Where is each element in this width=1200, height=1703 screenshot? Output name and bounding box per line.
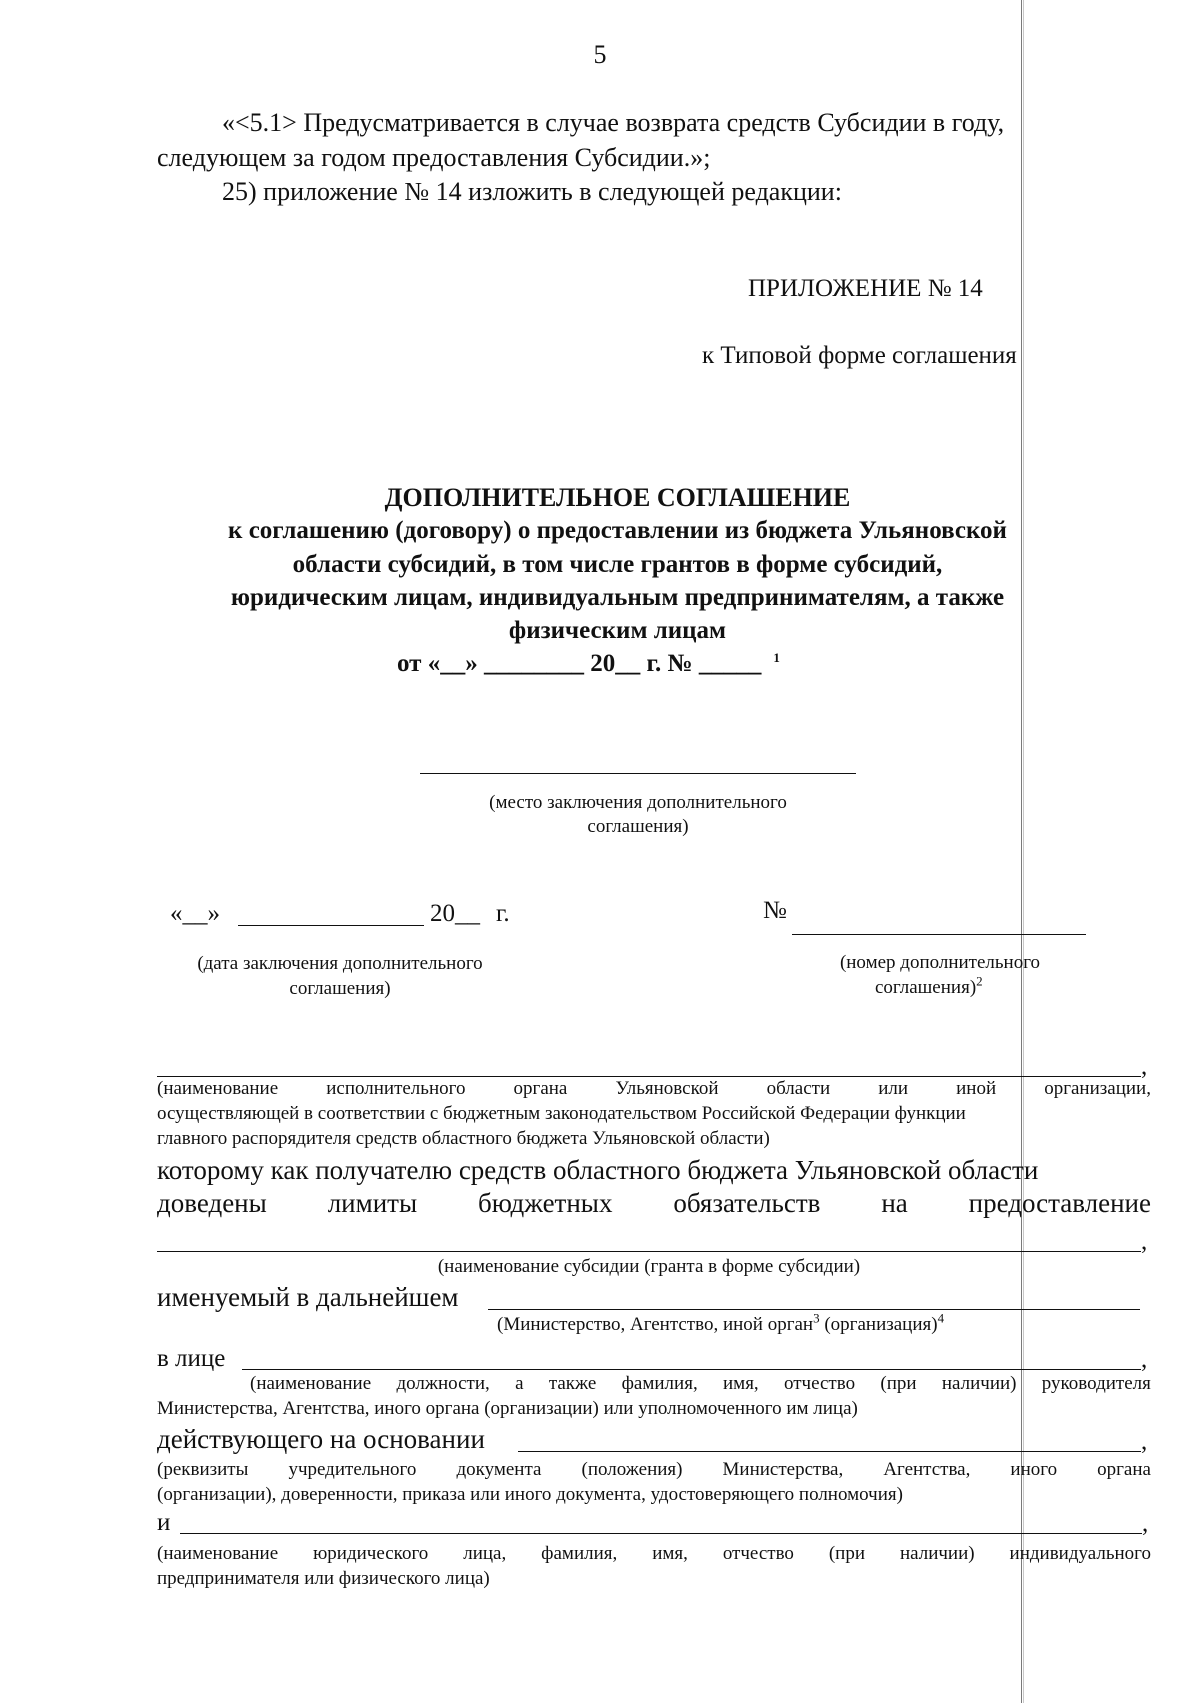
org-caption-line-1 — [157, 1078, 1151, 1100]
heading-date-text: от «__» ________ 20__ г. № _____ — [397, 650, 762, 677]
recipient-line-1: которому как получателю средств областного бюджета Ульяновской области — [157, 1155, 1039, 1185]
appendix-subtitle: к Типовой форме соглашения — [702, 342, 1017, 369]
heading-line-5: физическим лицам — [508, 617, 727, 644]
recipient-word: обязательств — [673, 1188, 821, 1218]
party-comma: , — [1142, 1510, 1149, 1537]
date-open-quote: «__» — [170, 900, 220, 927]
subsidy-name-comma: , — [1141, 1228, 1148, 1255]
caption-word: лица, — [463, 1543, 507, 1564]
appendix-title: ПРИЛОЖЕНИЕ № 14 — [748, 275, 983, 302]
caption-word: юридического — [313, 1543, 429, 1564]
caption-word: фамилия, — [621, 1373, 698, 1394]
basis-underline — [518, 1451, 1141, 1452]
person-caption-line-1 — [250, 1373, 1151, 1395]
caption-word: отчество — [783, 1373, 856, 1394]
caption-word: имя, — [652, 1543, 688, 1564]
person-label: в лице — [157, 1345, 226, 1372]
intro-line-2: следующем за годом предоставления Субсидии.»; — [157, 143, 711, 172]
recipient-word: предоставление — [968, 1188, 1151, 1218]
page-number: 5 — [593, 40, 607, 69]
party-caption-line-1 — [157, 1543, 1151, 1565]
basis-caption-line-1 — [157, 1459, 1151, 1481]
subsidy-name-underline — [157, 1251, 1141, 1252]
basis-label: действующего на основании — [157, 1424, 485, 1454]
caption-word: органа — [513, 1078, 568, 1099]
person-caption-line-2: Министерства, Агентства, иного органа (организации) или уполномоченного им лица) — [157, 1398, 858, 1419]
heading-line-3: области субсидий, в том числе грантов в форме субсидий, — [292, 551, 943, 578]
caption-word: имя, — [723, 1373, 759, 1394]
caption-word: руководителя — [1041, 1373, 1151, 1394]
caption-word: (наименование — [250, 1373, 372, 1394]
number-caption-text: соглашения) — [875, 977, 977, 998]
footnote-mark-1: 1 — [773, 649, 780, 665]
org-caption-line-2: осуществляющей в соответствии с бюджетным законодательством Российской Федерации функции — [157, 1103, 966, 1124]
footnote-mark-4: 4 — [937, 1310, 945, 1326]
footnote-mark-2: 2 — [976, 973, 983, 989]
caption-word: (при — [880, 1373, 917, 1394]
number-caption-line-1: (номер дополнительного — [839, 952, 1041, 973]
number-underline — [792, 934, 1086, 935]
heading-line-4: юридическим лицам, индивидуальным предпринимателям, а также — [230, 584, 1005, 611]
subsidy-caption: (наименование субсидии (гранта в форме субсидии) — [437, 1256, 861, 1277]
caption-word: фамилия, — [541, 1543, 618, 1564]
recipient-word: лимиты — [327, 1188, 418, 1218]
recipient-word: на — [881, 1188, 908, 1218]
recipient-line-2 — [157, 1188, 1151, 1219]
caption-word: наличии) — [899, 1543, 975, 1564]
caption-word: Ульяновской — [615, 1078, 719, 1099]
caption-word: иного — [1010, 1459, 1058, 1480]
heading-line-2: к соглашению (договору) о предоставлении из бюджета Ульяновской — [228, 517, 1007, 544]
number-caption-line-2 — [875, 973, 983, 999]
caption-word: (реквизиты — [157, 1459, 249, 1480]
caption-word: должности, — [396, 1373, 490, 1394]
caption-word: исполнительного — [326, 1078, 466, 1099]
caption-word: Агентства, — [883, 1459, 971, 1480]
caption-word: учредительного — [288, 1459, 417, 1480]
caption-word: Министерства, — [722, 1459, 844, 1480]
place-caption-line-1: (место заключения дополнительного — [489, 792, 787, 813]
date-caption-line-2: соглашения) — [289, 978, 391, 999]
person-underline — [242, 1369, 1141, 1370]
caption-word: также — [548, 1373, 597, 1394]
party-underline — [180, 1533, 1142, 1534]
org-name-comma: , — [1141, 1053, 1148, 1080]
scan-artifact-line — [1021, 0, 1022, 1703]
intro-line-3: 25) приложение № 14 изложить в следующей редакции: — [222, 177, 842, 206]
basis-caption-line-2: (организации), доверенности, приказа или иного документа, удостоверяющего полномочия) — [157, 1484, 903, 1505]
caption-word: организации, — [1044, 1078, 1151, 1099]
date-caption-line-1: (дата заключения дополнительного — [197, 953, 483, 974]
org-name-underline — [157, 1076, 1141, 1077]
basis-comma: , — [1141, 1428, 1148, 1455]
place-underline — [420, 773, 856, 774]
intro-line-1: «<5.1> Предусматривается в случае возврата средств Субсидии в году, — [222, 108, 1005, 137]
named-caption-end: (организация) — [819, 1314, 938, 1335]
caption-word: а — [515, 1373, 524, 1394]
date-month-underline — [238, 925, 424, 926]
named-caption-text: (Министерство, Агентство, иной орган — [497, 1314, 814, 1335]
named-caption — [497, 1310, 945, 1336]
place-caption-line-2: соглашения) — [587, 816, 689, 837]
named-label: именуемый в дальнейшем — [157, 1282, 459, 1312]
caption-word: или — [878, 1078, 909, 1099]
caption-word: (наименование — [157, 1543, 279, 1564]
caption-word: иной — [956, 1078, 997, 1099]
heading-date-line — [397, 650, 780, 678]
caption-word: (положения) — [581, 1459, 683, 1480]
party-caption-line-2: предпринимателя или физического лица) — [157, 1568, 490, 1589]
scan-artifact-line-faint — [1023, 0, 1024, 1703]
heading-title: ДОПОЛНИТЕЛЬНОЕ СОГЛАШЕНИЕ — [384, 483, 851, 512]
and-label: и — [157, 1509, 171, 1536]
caption-word: области — [766, 1078, 831, 1099]
org-caption-line-3: главного распорядителя средств областного бюджета Ульяновской области) — [157, 1128, 770, 1149]
date-year: 20__ — [430, 900, 480, 927]
number-sign: № — [763, 897, 787, 924]
caption-word: индивидуального — [1009, 1543, 1151, 1564]
caption-word: органа — [1097, 1459, 1151, 1480]
footnote-mark-3: 3 — [813, 1310, 820, 1326]
recipient-word: бюджетных — [478, 1188, 613, 1218]
caption-word: документа — [456, 1459, 542, 1480]
caption-word: (наименование — [157, 1078, 279, 1099]
caption-word: наличии) — [941, 1373, 1017, 1394]
caption-word: отчество — [722, 1543, 794, 1564]
caption-word: (при — [828, 1543, 866, 1564]
recipient-word: доведены — [157, 1188, 267, 1218]
person-comma: , — [1141, 1346, 1148, 1373]
date-year-suffix: г. — [496, 900, 510, 927]
